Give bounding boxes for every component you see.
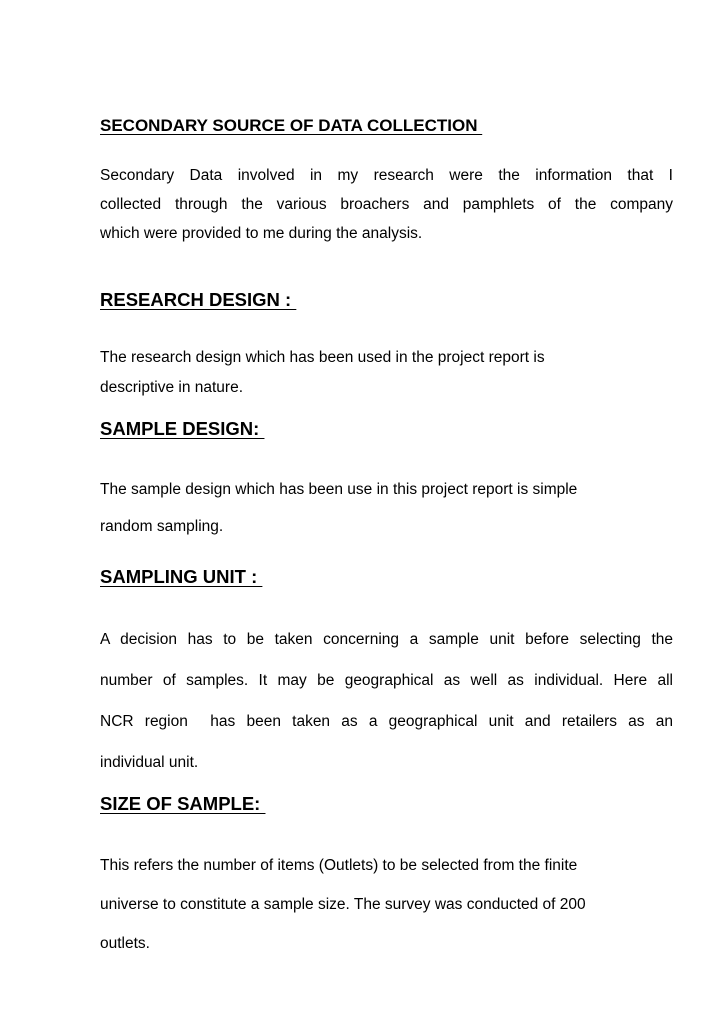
heading-secondary-source: SECONDARY SOURCE OF DATA COLLECTION bbox=[100, 116, 483, 135]
text-line: collected through the various broachers and pamphlets of the company bbox=[100, 196, 673, 213]
text-line: individual unit. bbox=[100, 754, 199, 771]
text-line: number of samples. It may be geographical as well as individual. Here all bbox=[100, 672, 673, 689]
paragraph-research-design bbox=[100, 343, 673, 403]
heading-sample-design: SAMPLE DESIGN: bbox=[100, 418, 265, 439]
heading-size-of-sample: SIZE OF SAMPLE: bbox=[100, 793, 266, 814]
paragraph-sampling-unit bbox=[100, 619, 673, 783]
text-line: outlets. bbox=[100, 935, 150, 952]
text-line: Secondary Data involved in my research were the information that I bbox=[100, 167, 673, 184]
text-line: A decision has to be taken concerning a sample unit before selecting the bbox=[100, 631, 673, 648]
heading-research-design: RESEARCH DESIGN : bbox=[100, 289, 297, 310]
heading-sampling-unit: SAMPLING UNIT : bbox=[100, 566, 263, 587]
text-line: NCR region has been taken as a geographical unit and retailers as an bbox=[100, 713, 673, 730]
text-line: This refers the number of items (Outlets) to be selected from the finite bbox=[100, 857, 578, 874]
paragraph-secondary-source bbox=[100, 161, 673, 248]
text-line: descriptive in nature. bbox=[100, 379, 244, 396]
text-line: The sample design which has been use in this project report is simple bbox=[100, 481, 578, 498]
paragraph-size-of-sample bbox=[100, 846, 673, 963]
text-line: random sampling. bbox=[100, 518, 224, 535]
text-line: which were provided to me during the analysis. bbox=[100, 225, 423, 242]
text-line: The research design which has been used in the project report is bbox=[100, 349, 545, 366]
text-line: universe to constitute a sample size. The survey was conducted of 200 bbox=[100, 896, 586, 913]
paragraph-sample-design bbox=[100, 471, 673, 545]
